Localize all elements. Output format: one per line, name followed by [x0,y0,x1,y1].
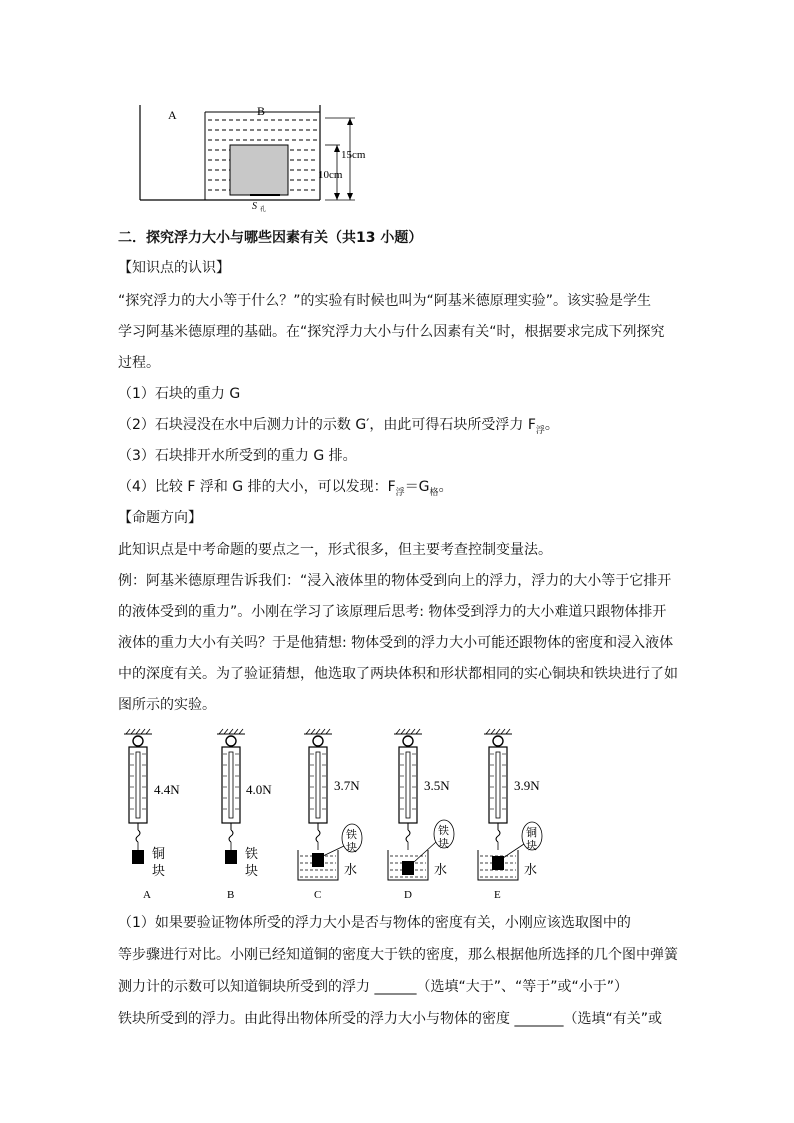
copper-block-e [492,856,504,870]
direction-title: 【命题方向】 [118,510,202,526]
container-figure [130,100,390,215]
intro-line: 过程。 [118,355,160,371]
scale-d [388,729,454,880]
example-line: 中的深度有关。为了验证猜想，他选取了两块体积和形状都相同的实心铜块和铁块进行了如 [118,666,678,682]
fig-label-d: D [404,889,412,900]
example-line: 图所示的实验。 [118,697,216,713]
intro-line: 学习阿基米德原理的基础。在“探究浮力大小与什么因素有关“时，根据要求完成下列探究 [118,324,665,340]
step-2: （2）石块浸没在水中后测力计的示数 G′，由此可得石块所受浮力 $F_浮$。 [118,417,559,436]
block-label-a: 块 [152,864,166,879]
section-heading: 二．探究浮力大小与哪些因素有关（共13 小题） [118,230,423,246]
scale-e [478,729,542,880]
example-line: 液体的重力大小有关吗？于是他猜想: 物体受到的浮力大小可能还跟物体的密度和浸入液体 [118,635,674,651]
scale-c [298,729,362,880]
bottom-s-sub: 孔 [260,207,267,213]
reading-b: 4.0N [246,782,272,797]
iron-block-b [225,850,237,864]
balloon-e: 铜 [526,826,537,839]
question-line: 等步骤进行对比。小刚已经知道铜的密度大于铁的密度，那么根据他所选择的几个图中弹簧 [118,947,678,963]
question-line: 铁块所受到的浮力。由此得出物体所受的浮力大小与物体的密度 _______（选填“有关”或 [118,1011,662,1027]
dim-15cm: 15cm [341,149,366,161]
iron-block-c [312,853,324,867]
bottom-s: S [252,201,257,212]
balloon-c: 块 [346,841,357,854]
label-a: A [168,108,177,122]
question-line: 测力计的示数可以知道铜块所受到的浮力 ______（选填“大于”、“等于”或“小于”） [118,979,628,995]
block-label-b: 铁 [245,847,259,862]
reading-d: 3.5N [424,778,450,793]
copper-block-a [132,850,144,864]
water-label-d: 水 [434,863,448,878]
reading-c: 3.7N [334,778,360,793]
reading-a: 4.4N [154,782,180,797]
iron-block-d [402,861,414,875]
scale-a [124,729,152,864]
question-line: （1）如果要验证物体所受的浮力大小是否与物体的密度有关，小刚应该选取图中的 [118,915,631,931]
fig-label-b: B [227,889,235,900]
fig-label-e: E [494,889,501,900]
reading-e: 3.9N [514,778,540,793]
scale-b [217,729,245,864]
direction-text: 此知识点是中考命题的要点之一，形式很多，但主要考查控制变量法。 [118,542,552,558]
block-label-a: 铜 [152,847,166,862]
fig-label-c: C [314,889,322,900]
step-3: （3）石块排开水所受到的重力 G 排。 [118,448,357,464]
example-line: 的液体受到的重力”。小刚在学习了该原理后思考: 物体受到浮力的大小难道只跟物体排开 [118,604,667,620]
balloon-e: 块 [526,839,537,852]
water-label-e: 水 [524,863,538,878]
intro-line: “探究浮力的大小等于什么？”的实验有时候也叫为“阿基米德原理实验”。该实验是学生 [118,293,652,309]
balloon-c: 铁 [346,828,357,841]
dim-10cm: 10cm [318,169,343,181]
experiment-figure [118,728,578,900]
knowledge-title: 【知识点的认识】 [118,260,230,276]
step-4: （4）比较 F 浮和 G 排的大小，可以发现：$F_浮=G_格$。 [118,479,453,498]
example-line: 例：阿基米德原理告诉我们：“浸入液体里的物体受到向上的浮力，浮力的大小等于它排开 [118,573,672,589]
balloon-d: 铁 [438,824,449,837]
balloon-d: 块 [438,837,449,850]
block-label-b: 块 [245,864,259,879]
step-1: （1）石块的重力 G [118,386,241,402]
fig-label-a: A [143,889,151,900]
label-b: B [257,104,266,118]
grey-block [230,145,288,195]
water-label-c: 水 [344,863,358,878]
